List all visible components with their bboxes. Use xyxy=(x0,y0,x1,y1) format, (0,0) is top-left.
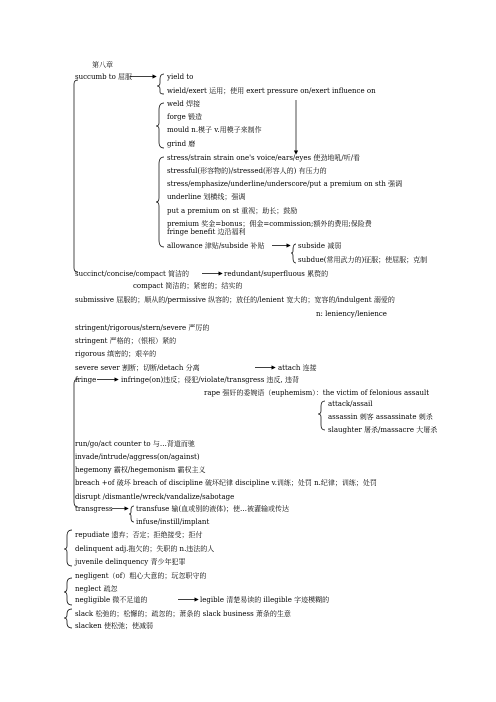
line-infringe: infringe(on)违反；侵犯/violate/transgress 违反, 违背 xyxy=(121,376,299,384)
brace-stress-group xyxy=(156,157,164,247)
line-submissive: submissive 屈服的；顺从的/permissive 纵容的；放任的/lenient 宽大的；宽容的/indulgent 溺爱的 xyxy=(75,296,395,304)
line-severe: severe sever 割断；切断/detach 分离 xyxy=(75,364,200,372)
line-invade: invade/intrude/aggress(on/against) xyxy=(75,453,200,461)
line-fringe-benefit: fringe benefit 边沿福利 xyxy=(167,228,246,236)
line-wield: wield/exert 运用；使用 exert pressure on/exert influence on xyxy=(167,87,376,95)
line-disrupt: disrupt /dismantle/wreck/vandalize/sabotage xyxy=(75,493,235,501)
line-underline: underline 划横线；强调 xyxy=(167,193,246,201)
line-delinquent: delinquent adj.拖欠的；失职的 n.违法的人 xyxy=(75,545,215,553)
brace-repudiate-group xyxy=(64,530,72,566)
line-transfuse: transfuse 输(血或别的液体)；使…被灌输或传达 xyxy=(136,505,289,513)
line-repudiate: repudiate 遗弃；否定；拒绝接受；拒付 xyxy=(75,531,203,539)
brace-subside-subdue xyxy=(291,244,296,263)
line-stringent: stringent/rigorous/stern/severe 严厉的 xyxy=(75,324,210,332)
line-succumb: succumb to 屈服 xyxy=(75,73,133,81)
line-stress: stress/strain strain one's voice/ears/eyes 使劲地吼/听/看 xyxy=(167,154,361,162)
line-legible: legible 清楚易读的 illegible 字迹模糊的 xyxy=(200,596,330,604)
line-succinct: succinct/concise/compact 简洁的 xyxy=(75,270,190,278)
line-yield-to: yield to xyxy=(167,73,194,81)
line-compact: compact 简洁的；紧密的；结实的 xyxy=(133,282,243,290)
line-attack: attack/assail xyxy=(328,400,373,408)
line-assassin: assassin 刺客 assassinate 刺杀 xyxy=(328,413,433,421)
line-hegemony: hegemony 霸权/hegemonism 霸权主义 xyxy=(75,466,206,474)
line-infuse: infuse/instill/implant xyxy=(136,518,210,526)
brace-transfuse-infuse xyxy=(129,506,134,522)
line-leniency: n: leniency/lenience xyxy=(316,310,387,318)
line-rape: rape 强奸的委婉语（euphemism）：the victim of felonious assault xyxy=(204,389,430,397)
line-stress-emphasize: stress/emphasize/underline/underscore/put a premium on sth 强调 xyxy=(167,180,403,188)
chapter-title: 第八章 xyxy=(92,61,113,69)
line-transgress: transgress xyxy=(75,505,113,513)
brace-slack-group xyxy=(64,609,72,628)
line-run-go: run/go/act counter to 与…背道而驰 xyxy=(75,440,195,448)
line-neglect: neglect 疏忽 xyxy=(75,585,118,593)
bracket-succumb-submissive xyxy=(74,80,78,272)
line-attach: attach 连接 xyxy=(278,364,317,372)
line-slack: slack 松弛的；松懈的；疏忽的；萧条的 slack business 萧条的生意 xyxy=(75,610,291,618)
brace-yield-wield xyxy=(157,74,164,94)
line-negligent: negligent（of）粗心大意的；玩忽职守的 xyxy=(75,572,207,580)
line-rigorous: rigorous 缜密的；艰辛的 xyxy=(75,350,157,358)
line-premium: premium 奖金=bonus；佣金=commission;额外的费用;保险费 xyxy=(167,220,372,228)
line-stringent2: stringent 严格的；（银根）紧的 xyxy=(75,337,177,345)
line-fringe: fringe xyxy=(75,376,97,384)
line-weld: weld 焊接 xyxy=(167,100,201,108)
line-subdue: subdue(常用武力的)征服；使屈服；克制 xyxy=(298,256,428,264)
line-grind: grind 磨 xyxy=(167,140,196,148)
line-redundant: redundant/superfluous 累赘的 xyxy=(224,270,329,278)
line-slacken: slacken 使松弛；使减弱 xyxy=(75,622,154,630)
line-stressful: stressful(形容物的)/stressed(形容人的) 有压力的 xyxy=(167,167,327,175)
line-forge: forge 锻造 xyxy=(167,113,202,121)
brace-weld-grind xyxy=(156,103,164,148)
line-subside: subside 减弱 xyxy=(298,242,342,250)
brace-attack-group xyxy=(318,401,325,430)
line-mould: mould n.模子 v.用模子来制作 xyxy=(167,126,262,134)
brace-negligent-group xyxy=(64,578,72,605)
line-allowance: allowance 津贴/subside 补贴 xyxy=(167,242,265,250)
line-put-premium: put a premium on st 重视；助长；鼓励 xyxy=(167,207,298,215)
line-juvenile: juvenile delinquency 青少年犯罪 xyxy=(75,558,186,566)
line-negligible: negligible 微不足道的 xyxy=(75,596,148,604)
line-breach: breach +of 破坏 breach of discipline 破坏纪律 discipline v.训练；处罚 n.纪律；训练；处罚 xyxy=(75,479,377,487)
line-slaughter: slaughter 屠杀/massacre 大屠杀 xyxy=(328,426,438,434)
